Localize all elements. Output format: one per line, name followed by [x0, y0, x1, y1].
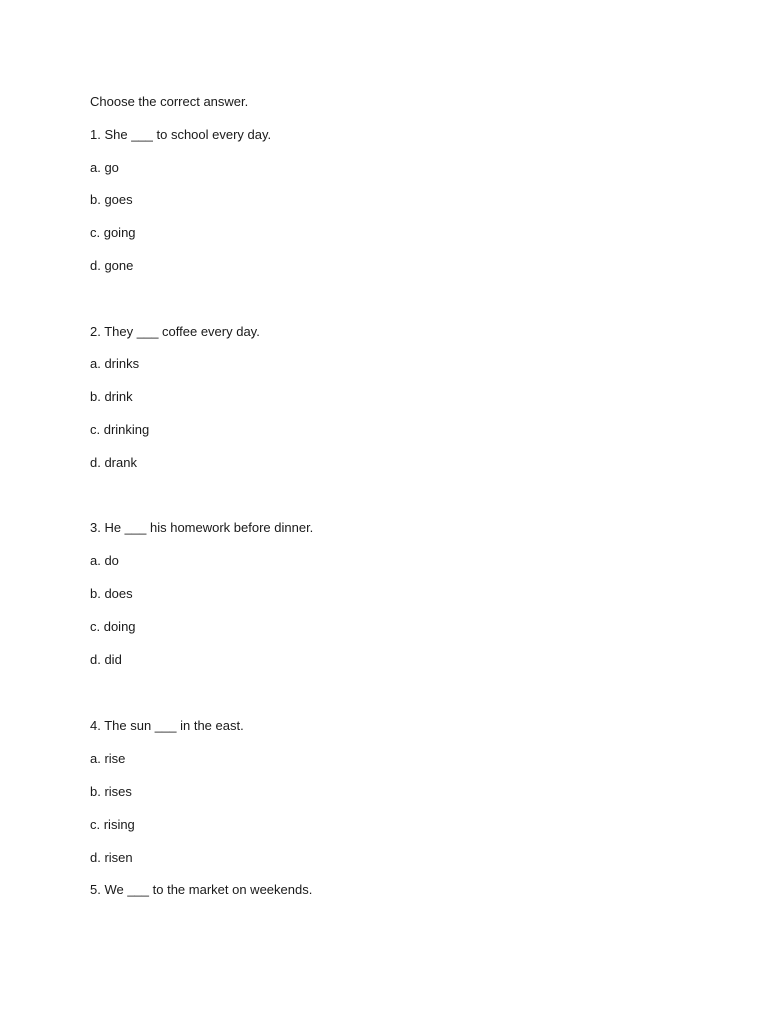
question-1-option-c: c. going	[90, 225, 136, 240]
question-1-prompt: 1. She ___ to school every day.	[90, 127, 272, 142]
question-3-option-a: a. do	[90, 553, 119, 568]
instruction-text: Choose the correct answer.	[90, 94, 249, 109]
question-4-option-c: c. rising	[90, 817, 135, 832]
question-3-prompt: 3. He ___ his homework before dinner.	[90, 520, 314, 535]
question-4-prompt: 4. The sun ___ in the east.	[90, 718, 244, 733]
question-3-option-d: d. did	[90, 652, 122, 667]
question-1-option-d: d. gone	[90, 258, 134, 273]
question-1-option-b: b. goes	[90, 192, 133, 207]
question-4-option-a: a. rise	[90, 751, 126, 766]
question-2-option-b: b. drink	[90, 389, 133, 404]
question-2-option-d: d. drank	[90, 455, 137, 470]
question-5-prompt: 5. We ___ to the market on weekends.	[90, 882, 313, 897]
question-3-option-b: b. does	[90, 586, 133, 601]
question-1-option-a: a. go	[90, 160, 119, 175]
question-2-option-a: a. drinks	[90, 356, 140, 371]
question-2-prompt: 2. They ___ coffee every day.	[90, 324, 260, 339]
question-4-option-d: d. risen	[90, 850, 133, 865]
question-4-option-b: b. rises	[90, 784, 132, 799]
question-3-option-c: c. doing	[90, 619, 136, 634]
question-2-option-c: c. drinking	[90, 422, 150, 437]
